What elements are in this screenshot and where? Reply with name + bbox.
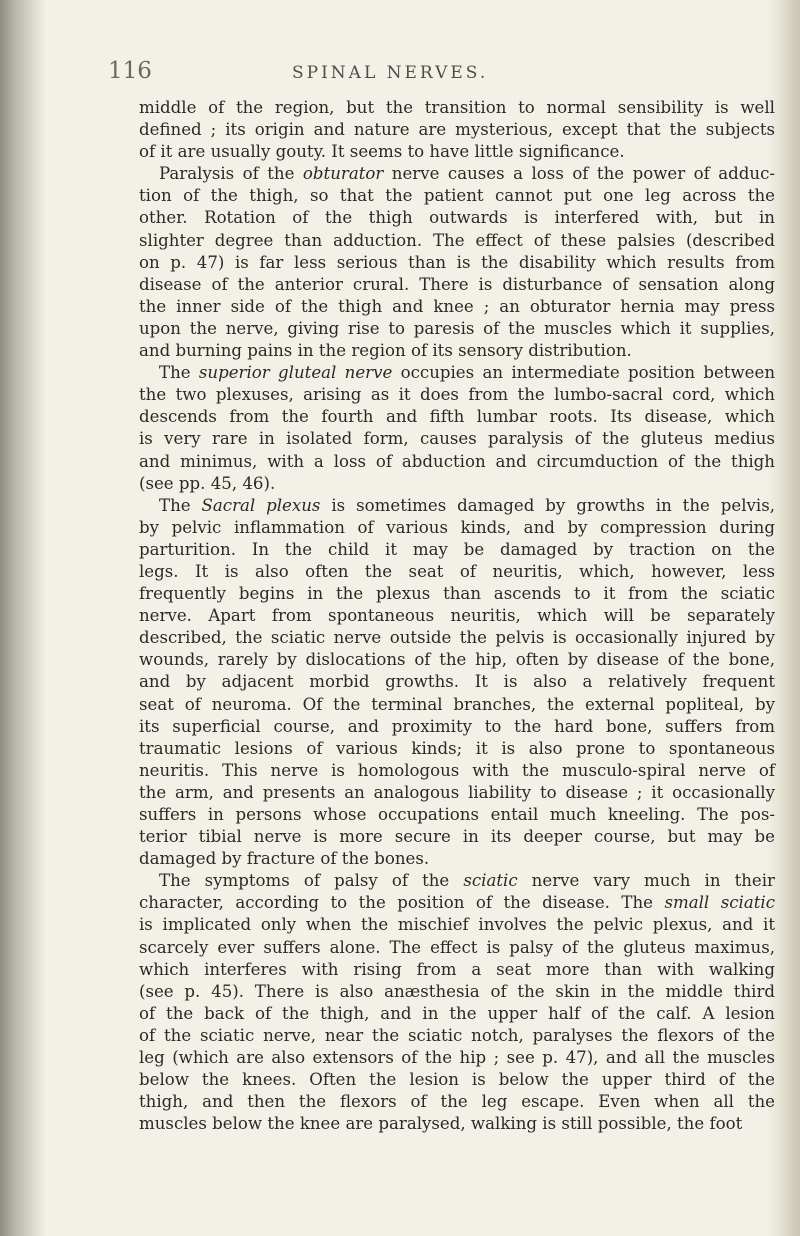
- text-line: [139, 207, 775, 229]
- text-run: character, according to the position of the disease. The: [139, 893, 665, 913]
- text-run: upon the nerve, giving rise to paresis of the muscles which it supplies,: [139, 318, 775, 338]
- text-line: [139, 362, 775, 384]
- text-run: and burning pains in the region of its sensory distribution.: [139, 341, 632, 361]
- text-run: is very rare in isolated form, causes paralysis of the gluteus medius: [139, 429, 775, 449]
- text-run: other. Rotation of the thigh outwards is interfered with, but in: [139, 208, 775, 228]
- text-line: [139, 671, 775, 693]
- text-run: its superficial course, and proximity to the hard bone, suffers from: [139, 716, 775, 736]
- text-run: tion of the thigh, so that the patient cannot put one leg across the: [139, 186, 775, 206]
- text-run: by pelvic inflammation of various kinds, and by compression during: [139, 517, 775, 537]
- text-run: of it are usually gouty. It seems to have little significance.: [139, 142, 625, 162]
- text-line: [139, 517, 775, 539]
- text-run: neuritis. This nerve is homologous with the musculo-spiral nerve of: [139, 760, 775, 780]
- text-run: of the sciatic nerve, near the sciatic notch, paralyses the flexors of the: [139, 1025, 775, 1045]
- text-run: slighter degree than adduction. The effect of these palsies (described: [139, 230, 775, 250]
- text-run: descends from the fourth and fifth lumbar roots. Its disease, which: [139, 407, 775, 427]
- text-run: nerve. Apart from spontaneous neuritis, which will be separately: [139, 606, 775, 626]
- text-line: [139, 296, 775, 318]
- text-line: [139, 716, 775, 738]
- text-run: thigh, and then the flexors of the leg escape. Even when all the: [139, 1092, 775, 1112]
- text-line: [139, 760, 775, 782]
- text-line: [139, 252, 775, 274]
- text-run: scarcely ever suffers alone. The effect is palsy of the gluteus maximus,: [139, 937, 775, 957]
- text-line: [139, 428, 775, 450]
- text-line: [139, 406, 775, 428]
- text-run: which interferes with rising from a seat more than with walking: [139, 959, 775, 979]
- text-run: defined ; its origin and nature are mysterious, except that the subjects: [139, 120, 775, 140]
- italic-term: sciatic: [463, 871, 518, 891]
- text-run: parturition. In the child it may be damaged by traction on the: [139, 539, 775, 559]
- text-run: and minimus, with a loss of abduction and circumduction of the thigh: [139, 451, 775, 471]
- text-run: The: [159, 363, 199, 383]
- text-line: [139, 163, 775, 185]
- text-run: disease of the anterior crural. There is disturbance of sensation along: [139, 274, 775, 294]
- text-run: Paralysis of the: [159, 164, 303, 184]
- text-line: [139, 782, 775, 804]
- text-line: [139, 185, 775, 207]
- text-run: (see pp. 45, 46).: [139, 473, 276, 493]
- text-line: [139, 738, 775, 760]
- paragraph: [139, 97, 775, 163]
- running-head: SPINAL NERVES.: [292, 63, 489, 83]
- text-run: occupies an intermediate position between: [392, 363, 776, 383]
- text-line: [139, 451, 775, 473]
- text-line: [139, 649, 775, 671]
- italic-term: Sacral plexus: [201, 495, 321, 515]
- text-line: [139, 1091, 775, 1113]
- text-line: [139, 694, 775, 716]
- text-run: muscles below the knee are paralysed, walking is still possible, the foot: [139, 1114, 743, 1134]
- text-run: and by adjacent morbid growths. It is also a relatively frequent: [139, 672, 775, 692]
- text-run: middle of the region, but the transition to normal sensibility is well: [139, 98, 775, 117]
- text-line: [139, 119, 775, 141]
- text-run: is sometimes damaged by growths in the pelvis,: [320, 495, 776, 515]
- text-run: on p. 47) is far less serious than is the disability which results from: [139, 252, 775, 272]
- text-run: leg (which are also extensors of the hip ; see p. 47), and all the muscles: [139, 1048, 775, 1068]
- paragraph: [139, 495, 775, 871]
- text-run: seat of neuroma. Of the terminal branches, the external popliteal, by: [139, 694, 775, 714]
- text-line: [139, 318, 775, 340]
- text-line: [139, 914, 775, 936]
- text-line: [139, 384, 775, 406]
- text-run: The: [159, 495, 202, 515]
- italic-term: superior gluteal nerve: [198, 363, 393, 383]
- text-line: [139, 583, 775, 605]
- text-line: [139, 937, 775, 959]
- text-line: [139, 495, 775, 517]
- text-run: legs. It is also often the seat of neuritis, which, however, less: [139, 561, 775, 581]
- text-line: [139, 1069, 775, 1091]
- text-run: the inner side of the thigh and knee ; an obturator hernia may press: [139, 296, 775, 316]
- text-run: (see p. 45). There is also anæsthesia of the skin in the middle third: [139, 981, 775, 1001]
- text-line: [139, 605, 775, 627]
- text-line: [139, 473, 775, 495]
- text-run: the two plexuses, arising as it does from the lumbo-sacral cord, which: [139, 385, 775, 405]
- text-run: is implicated only when the mischief involves the pelvic plexus, and it: [139, 915, 775, 935]
- text-run: described, the sciatic nerve outside the pelvis is occasionally injured by: [139, 628, 775, 648]
- paragraph: [139, 870, 775, 1135]
- text-line: [139, 1113, 775, 1135]
- text-line: [139, 230, 775, 252]
- text-line: [139, 848, 775, 870]
- text-line: [139, 870, 775, 892]
- text-run: of the back of the thigh, and in the upper half of the calf. A lesion: [139, 1003, 775, 1023]
- text-run: wounds, rarely by dislocations of the hip, often by disease of the bone,: [139, 650, 775, 670]
- text-run: traumatic lesions of various kinds; it is also prone to spontaneous: [139, 738, 775, 758]
- text-run: frequently begins in the plexus than ascends to it from the sciatic: [139, 584, 775, 604]
- italic-term: small sciatic: [664, 893, 775, 913]
- text-run: suffers in persons whose occupations entail much kneeling. The pos-: [139, 805, 775, 824]
- text-run: terior tibial nerve is more secure in its deeper course, but may be: [139, 827, 775, 847]
- text-line: [139, 1025, 775, 1047]
- paragraph: [139, 362, 775, 495]
- text-line: [139, 539, 775, 561]
- body-text: [139, 97, 775, 1135]
- text-run: nerve vary much in their: [517, 871, 775, 891]
- text-line: [139, 340, 775, 362]
- text-run: damaged by fracture of the bones.: [139, 849, 430, 869]
- text-line: [139, 97, 775, 119]
- text-line: [139, 981, 775, 1003]
- italic-term: obturator: [302, 164, 384, 184]
- text-line: [139, 804, 775, 826]
- text-line: [139, 561, 775, 583]
- text-run: the arm, and presents an analogous liability to disease ; it occasionally: [139, 782, 775, 802]
- text-line: [139, 274, 775, 296]
- text-line: [139, 892, 775, 914]
- page-number: 116: [108, 58, 152, 84]
- text-line: [139, 1003, 775, 1025]
- text-run: nerve causes a loss of the power of adduc-: [383, 164, 775, 184]
- text-line: [139, 959, 775, 981]
- text-line: [139, 627, 775, 649]
- paragraph: [139, 163, 775, 362]
- text-run: below the knees. Often the lesion is below the upper third of the: [139, 1070, 775, 1090]
- text-run: The symptoms of palsy of the: [159, 871, 464, 891]
- text-line: [139, 826, 775, 848]
- text-line: [139, 141, 775, 163]
- text-line: [139, 1047, 775, 1069]
- page-header: [0, 58, 800, 94]
